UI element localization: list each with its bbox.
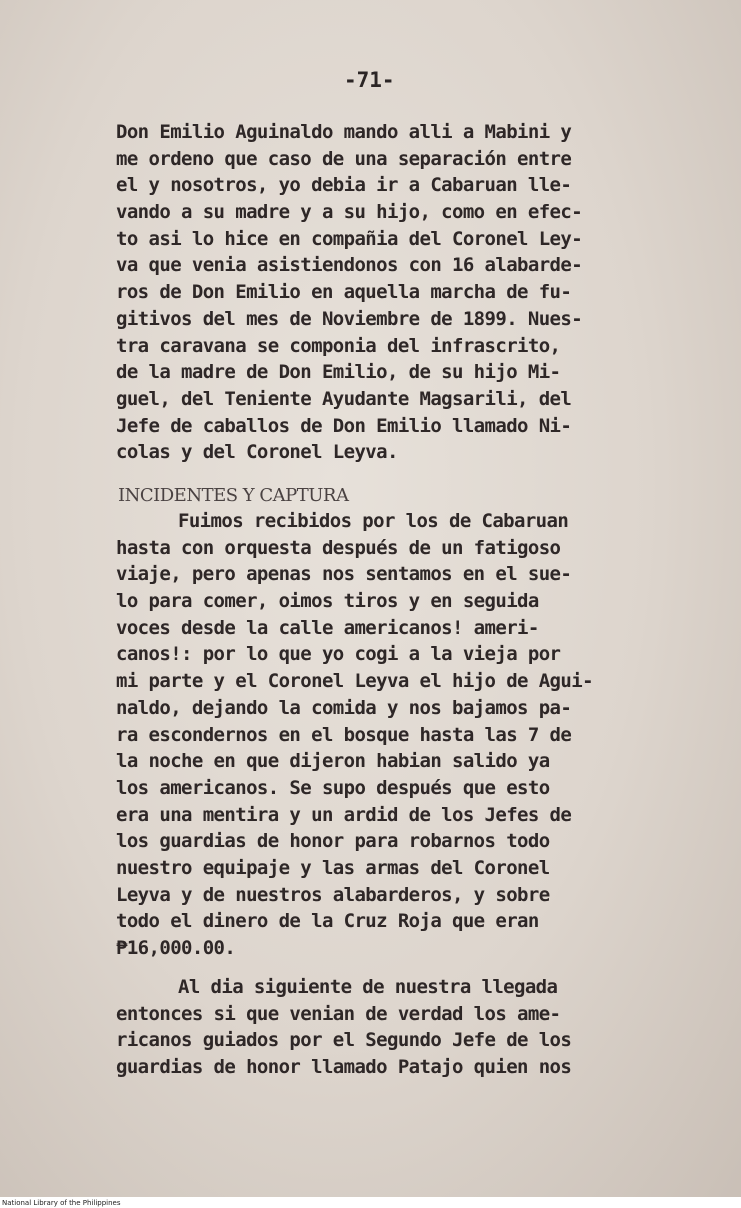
text-line: viaje, pero apenas nos sentamos en el sue- (116, 563, 572, 586)
text-line: los guardias de honor para robarnos todo (116, 830, 550, 853)
text-line: ros de Don Emilio en aquella marcha de fu- (116, 281, 572, 304)
text-line: canos!: por lo que yo cogi a la vieja por (116, 643, 561, 666)
text-line: naldo, dejando la comida y nos bajamos pa- (116, 696, 572, 719)
text-line: de la madre de Don Emilio, de su hijo Mi- (116, 361, 561, 384)
text-line: voces desde la calle americanos! ameri- (116, 616, 539, 639)
text-line: mi parte y el Coronel Leyva el hijo de Agui- (116, 670, 593, 693)
text-line: Jefe de caballos de Don Emilio llamado Ni- (116, 414, 572, 437)
text-line: Al dia siguiente de nuestra llegada (178, 976, 558, 998)
page-number: -71- (344, 68, 395, 92)
text-line: me ordeno que caso de una separación entre (116, 147, 572, 170)
text-line: Leyva y de nuestros alabarderos, y sobre (116, 883, 550, 906)
text-line: vando a su madre y a su hijo, como en efec- (116, 201, 583, 224)
text-line: va que venia asistiendonos con 16 alabarde- (116, 254, 583, 277)
text-line: lo para comer, oimos tiros y en seguida (116, 590, 539, 613)
text-line: ricanos guiados por el Segundo Jefe de los (116, 1029, 572, 1052)
text-line: la noche en que dijeron habian salido ya (116, 750, 550, 773)
text-line: gitivos del mes de Noviembre de 1899. Nues- (116, 307, 583, 330)
text-line: ₱16,000.00. (116, 937, 236, 959)
text-line: tra caravana se componia del infrascrito, (116, 334, 561, 357)
text-line: ra escondernos en el bosque hasta las 7 de (116, 723, 572, 746)
text-line: guel, del Teniente Ayudante Magsarili, del (116, 387, 572, 410)
text-line: Don Emilio Aguinaldo mando alli a Mabini y (116, 121, 572, 143)
text-line: guardias de honor llamado Patajo quien nos (116, 1056, 572, 1079)
text-line: el y nosotros, yo debia ir a Cabaruan lle- (116, 174, 572, 197)
text-line: todo el dinero de la Cruz Roja que eran (116, 910, 539, 933)
text-line: los americanos. Se supo después que esto (116, 776, 550, 799)
text-line: era una mentira y un ardid de los Jefes de (116, 803, 572, 826)
footer-credit: National Library of the Philippines (2, 1199, 121, 1207)
paragraph-3 (116, 974, 676, 1081)
paragraph-1 (116, 119, 676, 466)
text-line: nuestro equipaje y las armas del Coronel (116, 856, 550, 879)
text-line: Fuimos recibidos por los de Cabaruan (178, 510, 569, 532)
text-line: to asi lo hice en compañia del Coronel Ley- (116, 227, 583, 250)
paragraph-2 (116, 508, 676, 962)
text-line: hasta con orquesta después de un fatigoso (116, 536, 561, 559)
text-line: entonces si que venian de verdad los ame- (116, 1002, 561, 1025)
section-heading: INCIDENTES Y CAPTURA (118, 485, 349, 506)
text-line: colas y del Coronel Leyva. (116, 441, 398, 464)
